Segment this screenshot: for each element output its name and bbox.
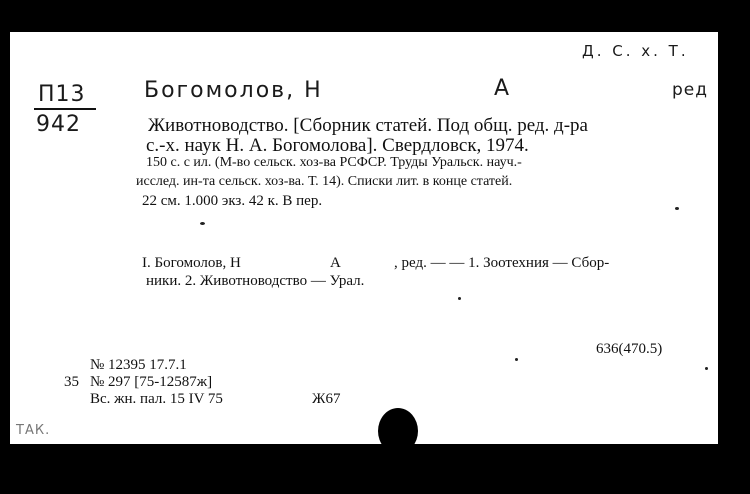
description-line-3: 22 см. 1.000 экз. 42 к. В пер. bbox=[142, 193, 323, 209]
bottom-mark: ТАК. bbox=[16, 423, 51, 438]
tracing-subjects: , ред. — — 1. Зоотехния — Сбор- bbox=[394, 255, 610, 271]
shelf-mark-divider bbox=[34, 108, 96, 110]
footer-line-2-number: 35 bbox=[64, 374, 79, 390]
tracing-initial: А bbox=[330, 255, 341, 271]
handwritten-initial: А bbox=[494, 76, 511, 101]
handwritten-author: Богомолов, Н bbox=[144, 78, 323, 103]
catalog-card bbox=[10, 32, 718, 444]
corner-note: Д. С. х. Т. bbox=[582, 42, 689, 60]
footer-line-2: № 297 [75-12587ж] bbox=[90, 374, 213, 390]
footer-code: Ж67 bbox=[312, 391, 341, 407]
classification-index: 636(470.5) bbox=[596, 341, 663, 357]
tracing-line-2: ники. 2. Животноводство — Урал. bbox=[146, 273, 365, 289]
title-line-1: Животноводство. [Сборник статей. Под общ. ред. д-ра bbox=[148, 115, 588, 136]
title-line-2: с.-х. наук Н. А. Богомолова]. Свердловск, 1974. bbox=[146, 135, 529, 156]
footer-line-1: № 12395 17.7.1 bbox=[90, 357, 187, 373]
footer-line-3: Вс. жн. пал. 15 IV 75 bbox=[90, 391, 223, 407]
scan-speck bbox=[675, 207, 679, 210]
scan-speck bbox=[200, 222, 205, 225]
scan-speck bbox=[705, 367, 708, 370]
shelf-mark-top: П13 bbox=[38, 82, 86, 107]
shelf-mark bbox=[34, 80, 98, 140]
scan-speck bbox=[515, 358, 518, 361]
description-line-2: исслед. ин-та сельск. хоз-ва. Т. 14). Списки лит. в конце статей. bbox=[136, 174, 513, 189]
scan-speck bbox=[458, 297, 461, 300]
handwritten-role: ред bbox=[672, 80, 709, 100]
shelf-mark-bottom: 942 bbox=[36, 112, 81, 137]
description-line-1: 150 с. с ил. (М-во сельск. хоз-ва РСФСР. Труды Уральск. науч.- bbox=[146, 155, 522, 170]
ink-blot bbox=[378, 408, 418, 454]
tracing-author: I. Богомолов, Н bbox=[142, 255, 241, 271]
